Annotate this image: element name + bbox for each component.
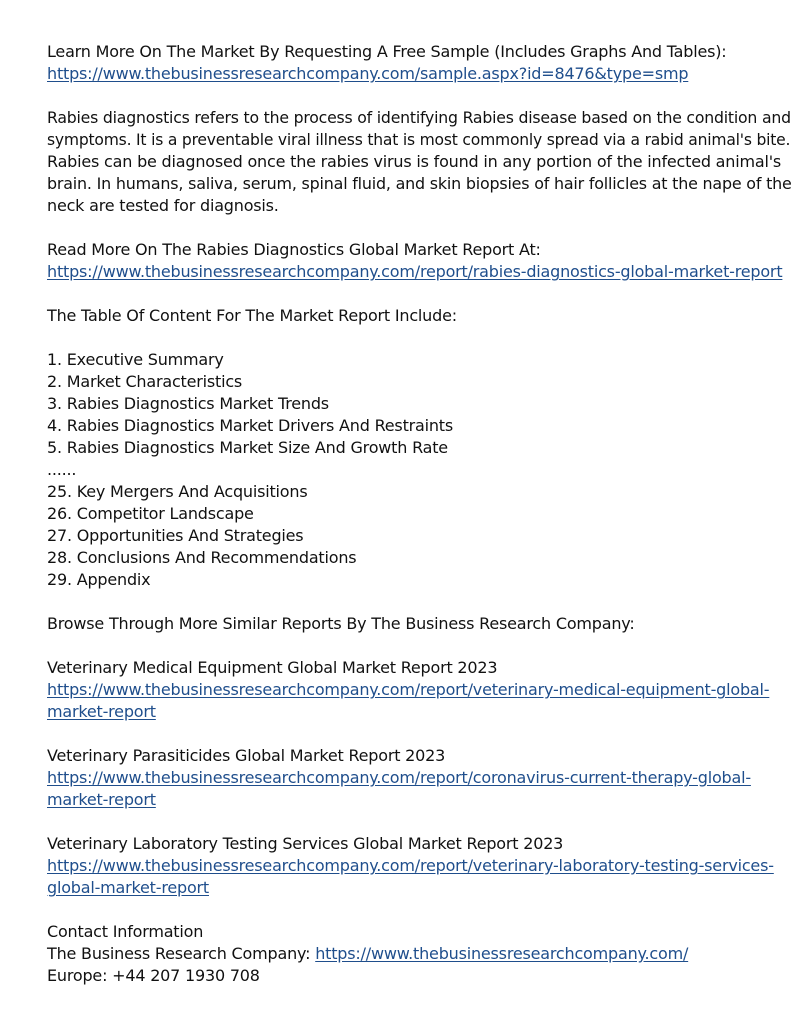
similar-report-link-continued[interactable]: global-market-report	[47, 878, 209, 897]
read-more-link[interactable]: https://www.thebusinessresearchcompany.com/report/rabies-diagnostics-global-market-report	[47, 262, 783, 281]
sample-text: Learn More On The Market By Requesting A Free Sample (Includes Graphs And Tables):	[47, 42, 727, 61]
similar-report-link-continued[interactable]: market-report	[47, 790, 156, 809]
similar-heading-block	[47, 613, 760, 635]
sample-section	[47, 41, 760, 85]
similar-report-link[interactable]: https://www.thebusinessresearchcompany.com/report/veterinary-medical-equipment-global-	[47, 680, 770, 699]
contact-company-line	[47, 943, 760, 965]
toc-item: 4. Rabies Diagnostics Market Drivers And Restraints	[47, 416, 454, 435]
read-more-section	[47, 239, 783, 283]
similar-report-link-continued[interactable]: market-report	[47, 702, 156, 721]
contact-company-link[interactable]: https://www.thebusinessresearchcompany.com/	[315, 944, 689, 963]
similar-report-title: Veterinary Parasiticides Global Market Report 2023	[47, 746, 446, 765]
toc-heading-block	[47, 305, 760, 327]
intro-paragraph	[47, 107, 792, 217]
intro-line: Rabies diagnostics refers to the process of identifying Rabies disease based on the condition and	[47, 108, 791, 127]
toc-item: 27. Opportunities And Strategies	[47, 526, 304, 545]
toc-item: 28. Conclusions And Recommendations	[47, 548, 357, 567]
toc-item: 25. Key Mergers And Acquisitions	[47, 482, 308, 501]
similar-report	[47, 745, 760, 811]
contact-heading: Contact Information	[47, 922, 204, 941]
similar-heading: Browse Through More Similar Reports By The Business Research Company:	[47, 614, 635, 633]
toc-item: 1. Executive Summary	[47, 350, 224, 369]
toc-list	[47, 349, 760, 591]
toc-item: 5. Rabies Diagnostics Market Size And Growth Rate	[47, 438, 448, 457]
read-more-text: Read More On The Rabies Diagnostics Global Market Report At:	[47, 240, 541, 259]
similar-report-title: Veterinary Laboratory Testing Services Global Market Report 2023	[47, 834, 564, 853]
toc-item: 29. Appendix	[47, 570, 151, 589]
intro-line: brain. In humans, saliva, serum, spinal fluid, and skin biopsies of hair follicles at the nape of the	[47, 174, 792, 193]
contact-company-label: The Business Research Company:	[47, 944, 316, 963]
intro-line: Rabies can be diagnosed once the rabies virus is found in any portion of the infected animal's	[47, 152, 782, 171]
similar-report	[47, 657, 770, 723]
intro-line: symptoms. It is a preventable viral illness that is most commonly spread via a rabid animal's bite.	[47, 131, 791, 149]
toc-item: 2. Market Characteristics	[47, 372, 243, 391]
contact-section	[47, 921, 760, 987]
toc-item: 26. Competitor Landscape	[47, 504, 254, 523]
sample-link[interactable]: https://www.thebusinessresearchcompany.com/sample.aspx?id=8476&type=smp	[47, 64, 689, 83]
toc-item: 3. Rabies Diagnostics Market Trends	[47, 394, 329, 413]
toc-heading: The Table Of Content For The Market Report Include:	[47, 306, 457, 325]
similar-report-link[interactable]: https://www.thebusinessresearchcompany.com/report/coronavirus-current-therapy-global-	[47, 768, 751, 787]
contact-europe-phone: Europe: +44 207 1930 708	[47, 966, 260, 985]
similar-report-title: Veterinary Medical Equipment Global Market Report 2023	[47, 658, 498, 677]
similar-report-link[interactable]: https://www.thebusinessresearchcompany.com/report/veterinary-laboratory-testing-services-	[47, 856, 774, 875]
similar-report	[47, 833, 774, 899]
intro-line: neck are tested for diagnosis.	[47, 196, 279, 215]
toc-ellipsis: ......	[47, 460, 77, 479]
